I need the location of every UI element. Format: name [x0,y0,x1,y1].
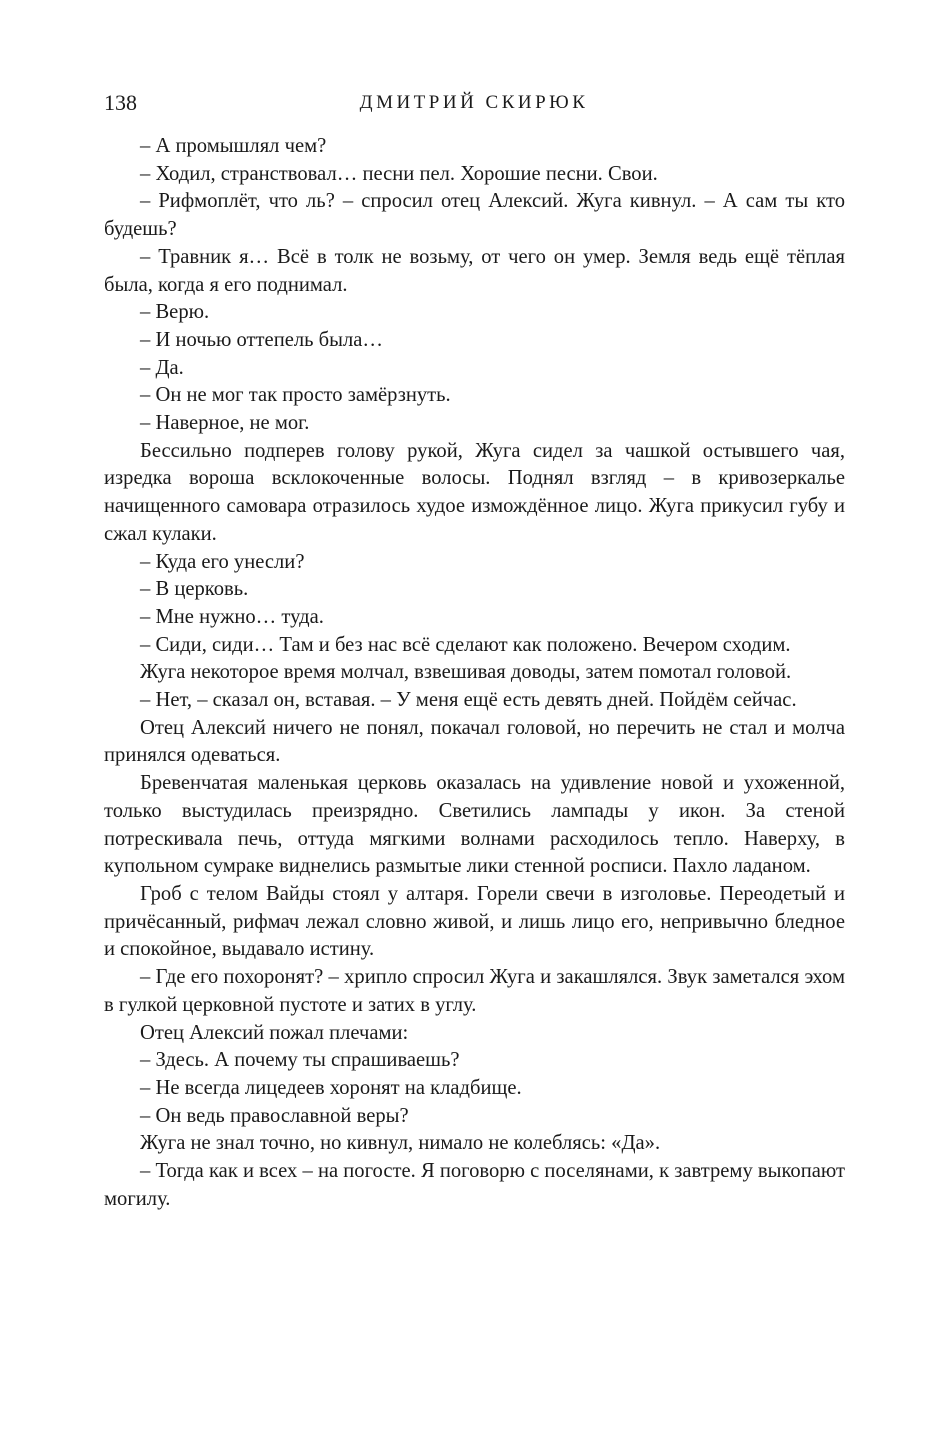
paragraph: – Да. [140,356,184,379]
paragraph: – Где его похоронят? – хрипло спросил Жуга и закашлялся. Звук заметался эхом в гулкой церковной пустоте и затих в углу. [104,966,845,1016]
paragraph: Жуга некоторое время молчал, взвешивая доводы, затем помотал головой. [140,661,792,684]
page-header [104,88,844,118]
paragraph: – Он не мог так просто замёрзнуть. [140,384,451,407]
paragraph: Гроб с телом Вайды стоял у алтаря. Горели свечи в изголовье. Переодетый и причёсанный, рифмач лежал словно живой, и лишь лицо его, непривычно бледное и спокойное, выдавало истину. [104,882,845,961]
paragraph: – Тогда как и всех – на погосте. Я поговорю с поселянами, к завтрему выкопают могилу. [104,1160,845,1210]
paragraph: – Куда его унесли? [140,550,305,573]
paragraph: Бессильно подперев голову рукой, Жуга сидел за чашкой остывшего чая, изредка вороша всклокоченные волосы. Поднял взгляд – в кривозеркальe начищенного самовара отразилось худое измождённое лицо. Жуга прикусил губу и сжал кулаки. [104,439,845,545]
page-number: 138 [104,90,137,115]
paragraph: – Нет, – сказал он, вставая. – У меня ещё есть девять дней. Пойдём сейчас. [140,689,797,712]
paragraph: – Наверное, не мог. [140,412,310,435]
paragraph: – В церковь. [140,578,249,601]
page-body-text [104,133,845,1213]
paragraph: – Верю. [140,301,210,324]
paragraph: Жуга не знал точно, но кивнул, нимало не колеблясь: «Да». [140,1132,661,1155]
paragraph: – Мне нужно… туда. [140,605,324,628]
paragraph: Отец Алексий пожал плечами: [140,1021,409,1044]
paragraph: – Сиди, сиди… Там и без нас всё сделают как положено. Вечером сходим. [140,633,791,656]
paragraph: – И ночью оттепель была… [140,328,384,351]
paragraph: – Ходил, странствовал… песни пел. Хорошие песни. Свои. [140,162,658,185]
paragraph: – Здесь. А почему ты спрашиваешь? [140,1049,460,1072]
paragraph: – А промышлял чем? [140,135,327,157]
running-head-author: ДМИТРИЙ СКИРЮК [359,92,589,113]
paragraph: Бревенчатая маленькая церковь оказалась на удивление новой и ухоженной, только выстудилась преизрядно. Светились лампады у икон. За стеной потрескивала печь, оттуда мягкими волнами расходилось тепло. Наверху, в купольном сумраке виднелись размытые лики стенной росписи. Пахло ладаном. [104,772,845,878]
paragraph: – Не всегда лицедеев хоронят на кладбище. [140,1076,522,1099]
paragraph: Отец Алексий ничего не понял, покачал головой, но перечить не стал и молча принялся одеваться. [104,716,845,767]
paragraph: – Рифмоплёт, что ль? – спросил отец Алексий. Жуга кивнул. – А сам ты кто будешь? [104,190,845,241]
paragraph: – Он ведь православной веры? [140,1104,409,1127]
paragraph: – Травник я… Всё в толк не возьму, от чего он умер. Земля ведь ещё тёплая была, когда я его поднимал. [104,245,845,296]
